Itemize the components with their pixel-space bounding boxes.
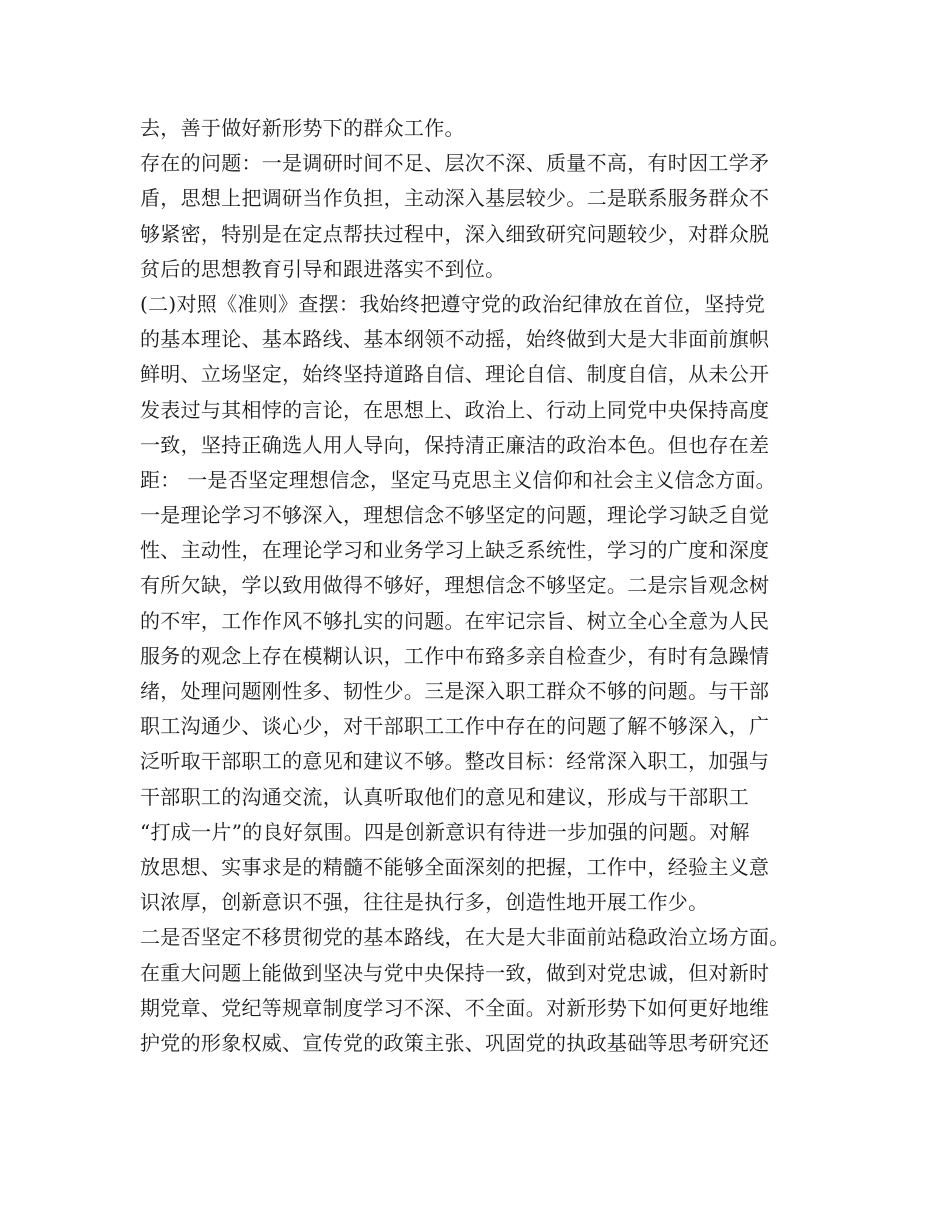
- text-line: 够紧密，特别是在定点帮扶过程中，深入细致研究问题较少，对群众脱: [140, 221, 770, 246]
- document-body: [140, 111, 840, 1061]
- text-line: 发表过与其相悖的言论，在思想上、政治上、行动上同党中央保持高度: [140, 397, 770, 422]
- text-line: 干部职工的沟通交流，认真听取他们的意见和建议，形成与干部职工: [140, 784, 749, 809]
- text-line: 的不牢，工作作风不够扎实的问题。在牢记宗旨、树立全心全意为人民: [140, 608, 770, 633]
- text-line: 性、主动性，在理论学习和业务学习上缺乏系统性，学习的广度和深度: [140, 538, 770, 563]
- text-line: 职工沟通少、谈心少，对干部职工工作中存在的问题了解不够深入，广: [140, 714, 770, 739]
- text-line: 期党章、党纪等规章制度学习不深、不全面。对新形势下如何更好地维: [140, 995, 770, 1020]
- text-line: “打成一片”的良好氛围。四是创新意识有待进一步加强的问题。对解: [140, 819, 750, 844]
- text-line: 一致，坚持正确选人用人导向，保持清正廉洁的政治本色。但也存在差: [140, 432, 770, 457]
- text-line: 存在的问题：一是调研时间不足、层次不深、质量不高，有时因工学矛: [140, 151, 770, 176]
- text-line: 绪，处理问题刚性多、韧性少。三是深入职工群众不够的问题。与干部: [140, 679, 770, 703]
- text-line: 在重大问题上能做到坚决与党中央保持一致，做到对党忠诚，但对新时: [140, 960, 770, 985]
- text-line: 距： 一是否坚定理想信念，坚定马克思主义信仰和社会主义信念方面。: [140, 467, 776, 492]
- text-line: 二是否坚定不移贯彻党的基本路线，在大是大非面前站稳政治立场方面。: [140, 925, 790, 950]
- text-line: 护党的形象权威、宣传党的政策主张、巩固党的执政基础等思考研究还: [140, 1030, 770, 1055]
- text-line: (二)对照《准则》查摆：我始终把遵守党的政治纪律放在首位，坚持党: [140, 291, 766, 316]
- text-line: 贫后的思想教育引导和跟进落实不到位。: [140, 256, 506, 281]
- text-line: 泛听取干部职工的意见和建议不够。整改目标：经常深入职工，加强与: [140, 749, 770, 774]
- text-line: 有所欠缺，学以致用做得不够好，理想信念不够坚定。二是宗旨观念树: [140, 573, 770, 598]
- text-line: 去，善于做好新形势下的群众工作。: [140, 116, 465, 140]
- text-line: 一是理论学习不够深入，理想信念不够坚定的问题，理论学习缺乏自觉: [140, 503, 770, 528]
- text-line: 盾，思想上把调研当作负担，主动深入基层较少。二是联系服务群众不: [140, 186, 770, 211]
- text-line: 鲜明、立场坚定，始终坚持道路自信、理论自信、制度自信，从未公开: [140, 362, 770, 387]
- text-line: 放思想、实事求是的精髓不能够全面深刻的把握，工作中，经验主义意: [140, 854, 770, 879]
- text-line: 服务的观念上存在模糊认识，工作中布臵多亲自检查少，有时有急躁情: [140, 643, 770, 668]
- text-line: 的基本理论、基本路线、基本纲领不动摇，始终做到大是大非面前旗帜: [140, 327, 770, 352]
- text-line: 识浓厚，创新意识不强，往往是执行多，创造性地开展工作少。: [140, 890, 709, 915]
